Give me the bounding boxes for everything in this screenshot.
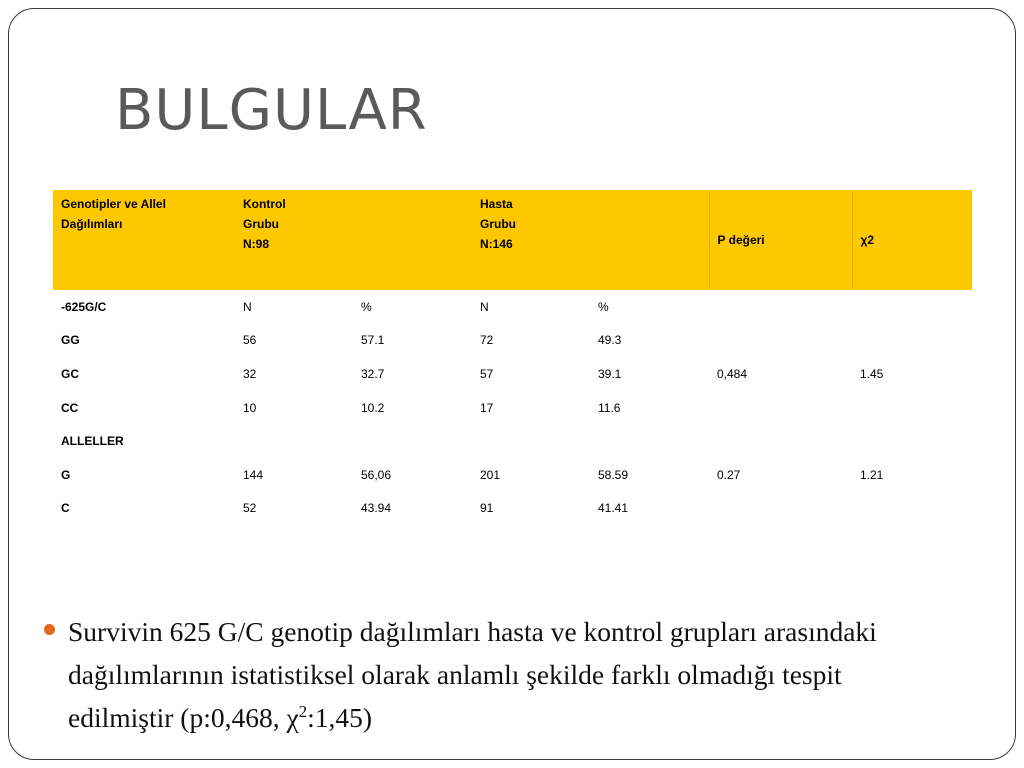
table-cell: 49.3 xyxy=(598,333,622,348)
table-cell xyxy=(852,324,972,358)
bullet-icon xyxy=(44,624,55,635)
table-cell: N xyxy=(243,299,252,314)
row-label: GG xyxy=(61,333,80,348)
header-control-group: Kontrol Grubu N:98 xyxy=(235,190,472,290)
header-chi-square: χ2 xyxy=(852,190,972,290)
table-cell: 10 xyxy=(243,400,257,415)
table-cell xyxy=(852,424,972,458)
table-cell xyxy=(852,290,972,324)
table-row xyxy=(53,424,972,458)
table-cell: 1.45 xyxy=(860,366,884,381)
table-cell: 91 xyxy=(480,501,494,516)
table-cell: 52 xyxy=(243,501,257,516)
row-label: G xyxy=(61,467,71,482)
table-cell: 58.59 xyxy=(598,467,629,482)
table-row xyxy=(53,391,972,425)
table-cell: 57.1 xyxy=(361,333,385,348)
table-cell: 201 xyxy=(480,467,501,482)
slide-title: BULGULAR xyxy=(115,78,428,143)
table-cell: 43.94 xyxy=(361,501,392,516)
table-cell: N xyxy=(480,299,489,314)
header-patient-group: Hasta Grubu N:146 xyxy=(472,190,709,290)
table-row xyxy=(53,324,972,358)
row-label: C xyxy=(61,501,70,516)
table-cell xyxy=(235,424,353,458)
table-cell xyxy=(852,492,972,526)
header-p-value: P değeri xyxy=(709,190,852,290)
table-cell xyxy=(852,391,972,425)
table-cell xyxy=(709,391,852,425)
table-cell: 72 xyxy=(480,333,494,348)
table-cell xyxy=(709,424,852,458)
table-cell: 32.7 xyxy=(361,366,385,381)
table-cell xyxy=(709,492,852,526)
conclusion-bullet xyxy=(44,610,944,739)
table-cell: 144 xyxy=(243,467,264,482)
table-row xyxy=(53,357,972,391)
table-cell: 32 xyxy=(243,366,257,381)
table-cell: 11.6 xyxy=(598,400,621,415)
table-row xyxy=(53,290,972,324)
table-cell: % xyxy=(361,299,372,314)
table-cell: 56,06 xyxy=(361,467,392,482)
table-cell: 41.41 xyxy=(598,501,629,516)
table-cell: 10.2 xyxy=(361,400,385,415)
table-cell xyxy=(590,424,709,458)
row-label: GC xyxy=(61,366,79,381)
table-cell: 0,484 xyxy=(717,366,748,381)
table-cell: 39.1 xyxy=(598,366,622,381)
row-label: CC xyxy=(61,400,79,415)
table-cell xyxy=(353,424,472,458)
table-cell xyxy=(709,290,852,324)
table-cell: % xyxy=(598,299,609,314)
row-label: ALLELLER xyxy=(61,434,124,449)
table-row xyxy=(53,492,972,526)
conclusion-text: Survivin 625 G/C genotip dağılımları hasta ve kontrol grupları arasındaki dağılımlarının istatistiksel olarak anlamlı şekilde farklı olmadığı tespit edilmiştir (p:0,468, $\chi^2:1,45$) xyxy=(68,616,877,733)
table-cell: 17 xyxy=(480,400,494,415)
table-cell: 1.21 xyxy=(860,467,884,482)
table-cell: 57 xyxy=(480,366,494,381)
table-cell: 56 xyxy=(243,333,257,348)
header-genotype: Genotipler ve Allel Dağılımları xyxy=(53,190,235,290)
table-cell xyxy=(472,424,590,458)
table-cell: 0.27 xyxy=(717,467,741,482)
results-table xyxy=(53,190,972,525)
row-label: -625G/C xyxy=(61,299,107,314)
table-cell xyxy=(709,324,852,358)
table-row xyxy=(53,458,972,492)
table-header-row xyxy=(53,190,972,290)
